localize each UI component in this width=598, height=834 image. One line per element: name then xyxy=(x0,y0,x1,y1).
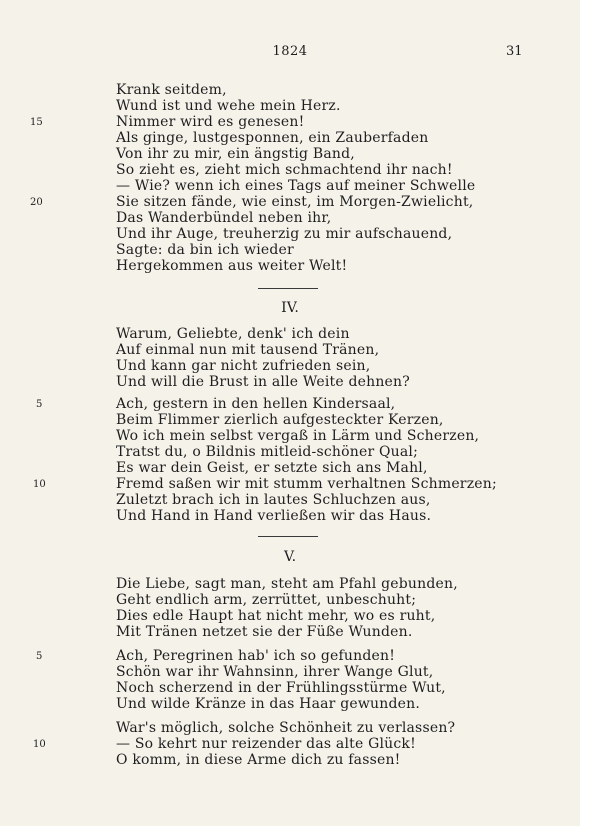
line-number: 5 xyxy=(36,399,43,410)
poem-line: Wo ich mein selbst vergaß in Lärm und Scherzen, xyxy=(116,428,480,444)
page-margin-edge xyxy=(580,0,598,834)
poem-line: War's möglich, solche Schönheit zu verlassen? xyxy=(116,720,456,736)
poem-line: Und wilde Kränze in das Haar gewunden. xyxy=(116,696,420,712)
poem-line: Und Hand in Hand verließen wir das Haus. xyxy=(116,508,432,524)
poem-line: Beim Flimmer zierlich aufgesteckter Kerzen, xyxy=(116,412,444,428)
poem-line: Es war dein Geist, er setzte sich ans Mahl, xyxy=(116,460,428,476)
poem-line: Und ihr Auge, treuherzig zu mir aufschauend, xyxy=(116,226,453,242)
poem-line: Warum, Geliebte, denk' ich dein xyxy=(116,326,350,342)
line-number: 20 xyxy=(30,197,43,208)
poem-line: Noch scherzend in der Frühlingsstürme Wut, xyxy=(116,680,446,696)
line-number: 10 xyxy=(33,479,46,490)
poem-line: So zieht es, zieht mich schmachtend ihr nach! xyxy=(116,162,453,178)
page-number: 31 xyxy=(506,44,523,59)
poem-line: Die Liebe, sagt man, steht am Pfahl gebunden, xyxy=(116,576,458,592)
section-heading-iv: IV. xyxy=(281,300,299,316)
poem-line: Nimmer wird es genesen! xyxy=(116,114,305,130)
poem-line: Auf einmal nun mit tausend Tränen, xyxy=(116,342,380,358)
poem-line: — Wie? wenn ich eines Tags auf meiner Schwelle xyxy=(116,178,476,194)
poem-line: Von ihr zu mir, ein ängstig Band, xyxy=(116,146,355,162)
poem-line: O komm, in diese Arme dich zu fassen! xyxy=(116,752,401,768)
poem-line: Tratst du, o Bildnis mitleid-schöner Qual; xyxy=(116,444,419,460)
poem-line: Das Wanderbündel neben ihr, xyxy=(116,210,332,226)
line-number: 10 xyxy=(33,739,46,750)
poem-line: Als ginge, lustgesponnen, ein Zauberfaden xyxy=(116,130,429,146)
poem-line: Krank seitdem, xyxy=(116,82,227,98)
poem-line: Ach, Peregrinen hab' ich so gefunden! xyxy=(116,648,396,664)
poem-line: — So kehrt nur reizender das alte Glück! xyxy=(116,736,416,752)
poem-line: Sie sitzen fände, wie einst, im Morgen-Zwielicht, xyxy=(116,194,474,210)
poem-line: Sagte: da bin ich wieder xyxy=(116,242,294,258)
poem-line: Fremd saßen wir mit stumm verhaltnen Schmerzen; xyxy=(116,476,497,492)
poem-line: Und kann gar nicht zufrieden sein, xyxy=(116,358,371,374)
poem-line: Mit Tränen netzet sie der Füße Wunden. xyxy=(116,624,413,640)
section-divider xyxy=(258,536,318,537)
poem-line: Zuletzt brach ich in lautes Schluchzen aus, xyxy=(116,492,431,508)
poem-line: Dies edle Haupt hat nicht mehr, wo es ruht, xyxy=(116,608,436,624)
poem-line: Wund ist und wehe mein Herz. xyxy=(116,98,341,114)
page-header-year: 1824 xyxy=(272,44,308,59)
poem-line: Schön war ihr Wahnsinn, ihrer Wange Glut, xyxy=(116,664,434,680)
section-heading-v: V. xyxy=(283,549,297,565)
line-number: 15 xyxy=(30,117,43,128)
section-divider xyxy=(258,288,318,289)
line-number: 5 xyxy=(36,651,43,662)
poem-line: Ach, gestern in den hellen Kindersaal, xyxy=(116,396,396,412)
poem-line: Geht endlich arm, zerrüttet, unbeschuht; xyxy=(116,592,417,608)
poem-line: Und will die Brust in alle Weite dehnen? xyxy=(116,374,410,390)
poem-line: Hergekommen aus weiter Welt! xyxy=(116,258,348,274)
